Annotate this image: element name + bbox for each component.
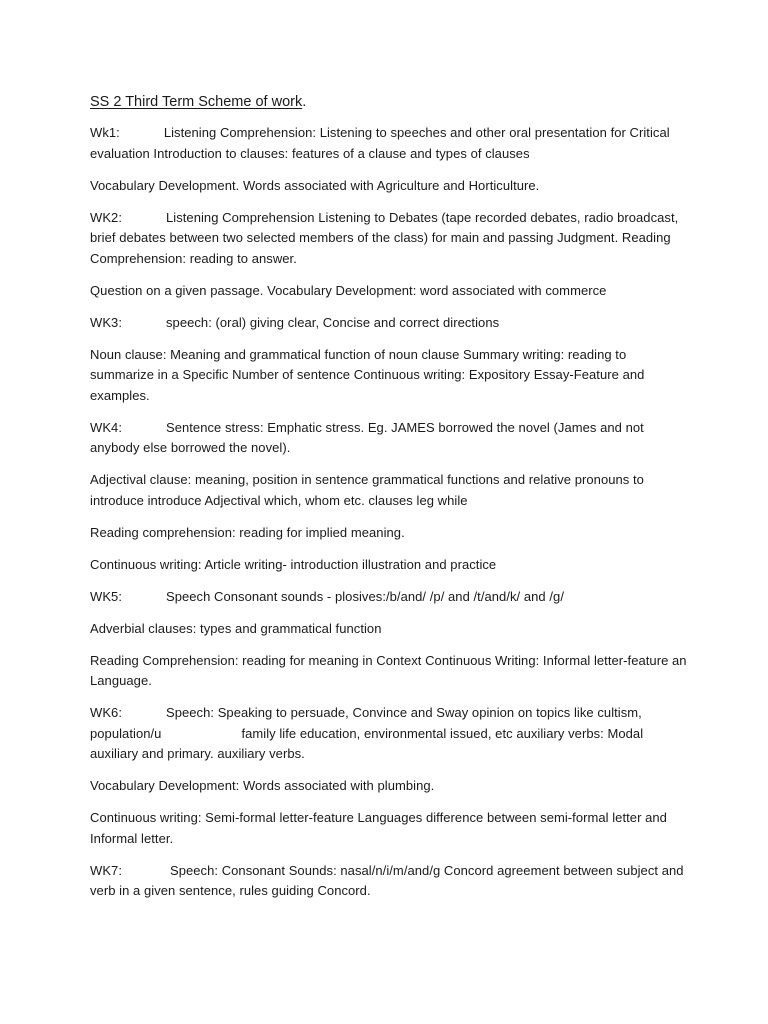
paragraph-noun-clause <box>90 345 690 407</box>
paragraph-question-passage <box>90 281 690 302</box>
paragraph-text: Speech: Consonant Sounds: nasal/n/i/m/and/g Concord agreement between subject and verb in a given sentence, rules guiding Concord. <box>90 862 688 898</box>
title-text: SS 2 Third Term Scheme of work <box>90 94 303 110</box>
paragraph-text: Continuous writing: Semi-formal letter-feature Languages difference between semi-formal letter and Informal letter. <box>90 810 671 846</box>
paragraph-wk6 <box>90 703 690 765</box>
paragraph-text: Question on a given passage. Vocabulary Development: word associated with commerce <box>90 282 607 298</box>
paragraph-text-part-b: family life education, environmental issued, etc auxiliary verbs: Modal auxiliary and primary. auxiliary verbs. <box>90 725 647 761</box>
paragraph-vocabulary-plumbing <box>90 776 690 797</box>
week-label: WK4: <box>90 419 122 435</box>
paragraph-article-writing <box>90 555 690 576</box>
paragraph-text: Listening Comprehension Listening to Debates (tape recorded debates, radio broadcast, brief debates between two selected members of the class) for main and passing Judgment. Reading Comprehension: reading to answer. <box>90 209 682 266</box>
paragraph-vocabulary-agriculture <box>90 176 690 197</box>
paragraph-wk1 <box>90 123 690 164</box>
week-label: WK2: <box>90 209 122 225</box>
paragraph-text: Noun clause: Meaning and grammatical function of noun clause Summary writing: reading to summarize in a Specific Number of sentence Continuous writing: Expository Essay-Feature and examples. <box>90 346 649 403</box>
paragraph-adjectival-clause <box>90 470 690 511</box>
paragraph-text: speech: (oral) giving clear, Concise and correct directions <box>165 314 500 330</box>
paragraph-reading-context <box>90 651 690 692</box>
paragraph-text: Speech Consonant sounds - plosives:/b/and/ /p/ and /t/and/k/ and /g/ <box>165 588 564 604</box>
title-period: . <box>302 94 307 110</box>
paragraph-text: Sentence stress: Emphatic stress. Eg. JAMES borrowed the novel (James and not anybody else borrowed the novel). <box>90 419 648 455</box>
paragraph-text: Continuous writing: Article writing- introduction illustration and practice <box>90 556 497 572</box>
paragraph-text: Vocabulary Development: Words associated with plumbing. <box>90 778 435 793</box>
paragraph-text: Vocabulary Development. Words associated with Agriculture and Horticulture. <box>90 177 540 193</box>
paragraph-wk3 <box>90 313 690 334</box>
paragraph-text: Adverbial clauses: types and grammatical function <box>90 620 382 636</box>
week-label: WK7: <box>90 862 122 878</box>
week-label: WK3: <box>90 314 122 330</box>
document-page <box>90 92 690 913</box>
paragraph-reading-implied <box>90 523 690 544</box>
paragraph-text: Adjectival clause: meaning, position in sentence grammatical functions and relative pronouns to introduce introduce Adjectival which, whom etc. clauses leg while <box>90 472 648 508</box>
paragraph-wk2 <box>90 208 690 270</box>
paragraph-semi-formal-letter <box>90 808 690 849</box>
week-label: WK6: <box>90 705 122 720</box>
paragraph-text: Listening Comprehension: Listening to speeches and other oral presentation for Critical evaluation Introduction to clauses: features of a clause and types of clauses <box>90 125 674 161</box>
paragraph-wk4 <box>90 418 690 459</box>
paragraph-wk5 <box>90 587 690 608</box>
week-label: Wk1: <box>90 125 120 140</box>
paragraph-text: Reading comprehension: reading for implied meaning. <box>90 524 405 540</box>
paragraph-text: Reading Comprehension: reading for meaning in Context Continuous Writing: Informal letter-feature an Language. <box>90 652 691 688</box>
document-title <box>90 92 690 112</box>
paragraph-wk7 <box>90 861 690 902</box>
week-label: WK5: <box>90 588 122 604</box>
paragraph-adverbial-clauses <box>90 619 690 640</box>
paragraph-text-part-a: Speech: Speaking to persuade, Convince and Sway opinion on topics like cultism, population/u <box>90 705 646 741</box>
